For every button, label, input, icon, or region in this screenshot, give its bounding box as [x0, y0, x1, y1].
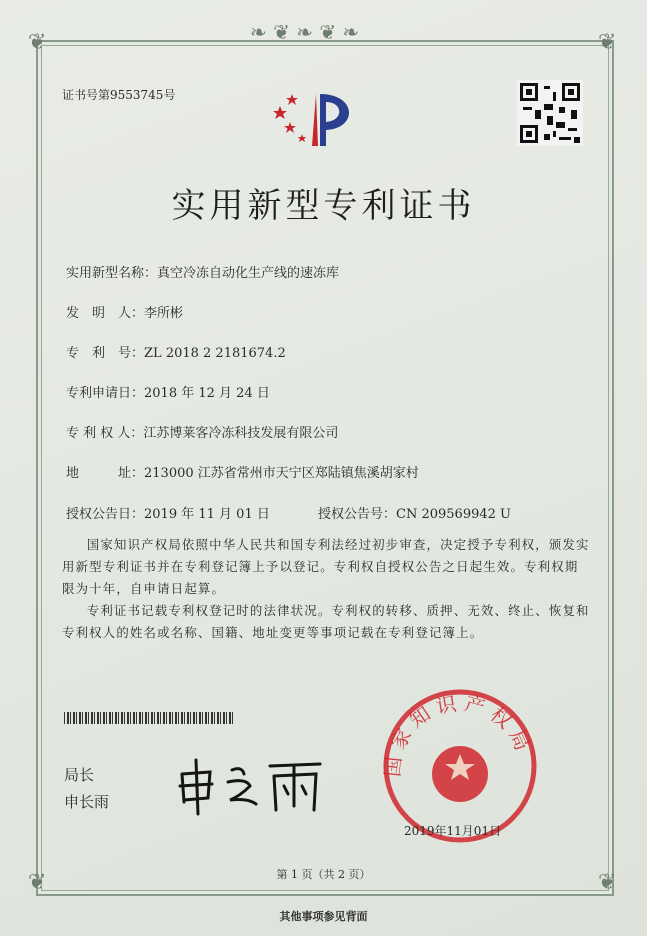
body-paragraph: 专利证书记载专利权登记时的法律状况。专利权的转移、质押、无效、终止、恢复和专利权人的姓名或名称、国籍、地址变更等事项记载在专利登记簿上。 — [62, 603, 590, 640]
field-utility-model-name — [66, 262, 339, 281]
page-indicator: 第 1 页（共 2 页） — [276, 868, 371, 881]
certificate-title: 实用新型专利证书 — [171, 186, 476, 226]
qr-code — [517, 80, 583, 146]
corner-ornament-icon: ❦ — [598, 870, 617, 895]
svg-text:国家知识产权局: 国家知识产权局 — [380, 690, 538, 778]
field-label: 授权公告号： — [318, 507, 397, 522]
field-label: 专 利 号： — [66, 346, 145, 361]
corner-ornament-icon: ❦ — [28, 30, 47, 55]
field-label: 地 址： — [66, 466, 145, 481]
field-label: 专利申请日： — [66, 386, 145, 401]
field-value: 李所彬 — [144, 306, 184, 321]
field-label: 专 利 权 人： — [66, 426, 144, 441]
corner-ornament-icon: ❦ — [598, 30, 617, 55]
handwritten-signature — [170, 756, 330, 816]
field-value: 2018 年 12 月 24 日 — [144, 386, 270, 401]
field-value: 213000 江苏省常州市天宁区郑陆镇焦溪胡家村 — [144, 466, 419, 481]
corner-ornament-icon: ❦ — [28, 870, 47, 895]
field-value: ZL 2018 2 2181674.2 — [144, 346, 286, 361]
field-label: 授权公告日： — [66, 507, 145, 522]
body-paragraph: 国家知识产权局依照中华人民共和国专利法经过初步审查，决定授予专利权，颁发实用新型专利证书并在专利登记簿上予以登记。专利权自授权公告之日起生效。专利权期限为十年，自申请日起算。 — [62, 537, 590, 596]
field-grant-publication-number — [318, 503, 511, 522]
field-value: 真空冷冻自动化生产线的速冻库 — [157, 266, 340, 281]
field-label: 实用新型名称： — [66, 266, 158, 281]
field-value: 江苏博莱客冷冻科技发展有限公司 — [143, 426, 339, 441]
certificate-number: 证书号第9553745号 — [62, 88, 176, 102]
field-application-date — [66, 382, 270, 401]
seal-date: 2019年11月01日 — [404, 824, 502, 838]
field-inventor — [66, 302, 183, 321]
field-label: 发 明 人： — [66, 306, 145, 321]
signatory-title: 局长 — [64, 766, 95, 784]
field-value: 2019 年 11 月 01 日 — [144, 507, 270, 522]
barcode — [64, 712, 234, 724]
field-value: CN 209569942 U — [396, 507, 511, 522]
field-grant-date — [66, 503, 270, 522]
back-note: 其他事项参见背面 — [279, 910, 368, 923]
patent-office-logo-icon — [268, 86, 368, 150]
signatory-name: 申长雨 — [64, 793, 110, 811]
field-address — [66, 462, 419, 481]
field-patent-number — [66, 342, 286, 361]
field-patentee — [66, 422, 338, 441]
top-ornament-icon: ❧ ❦ ❧ ❦ ❧ — [250, 20, 360, 44]
